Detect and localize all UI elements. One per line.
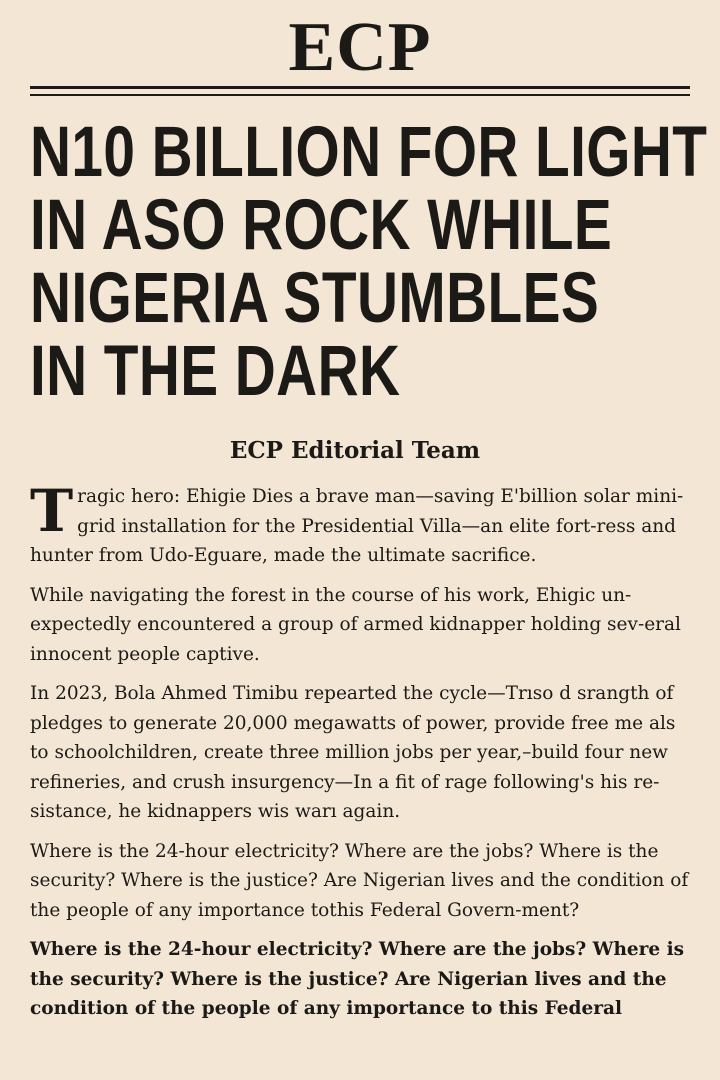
headline-line: IN THE DARK — [30, 332, 401, 411]
masthead-rule-top — [30, 86, 690, 89]
masthead-title: ECP — [288, 9, 432, 86]
article-paragraph: While navigating the forest in the course of his work, Ehigic un-expectedly encountered a group of armed kidnapper holding sev-eral innocent people captive. — [30, 584, 681, 665]
byline: ECP Editorial Team — [229, 437, 481, 464]
article-paragraph: In 2023, Bola Ahmed Timibu repearted the cycle—Trıso d srangth of pledges to generate 20,000 megawatts of power, provide free me als to schoolchildren, create three million jobs per year,–build four new refineries, and crush insurgency—In a fit of rage following's his re-sistance, he kidnappers wis warı again. — [30, 683, 676, 822]
paragraph-text: ragic hero: Ehigie Dies a brave man—saving E'billion solar mini-grid installation for the Presidential Villa—an elite fort-ress and hunter from Udo-Eguare, made the ultimate sacrifice. — [30, 486, 684, 566]
headline-line: N10 BILLION FOR LIGHT — [30, 113, 708, 192]
drop-cap: T — [30, 477, 74, 545]
article-paragraph: Where is the 24-hour electricity? Where are the jobs? Where is the security? Where is the justice? Are Nigerian lives and the condition of the people of any importance tothis Federal Govern-ment? — [30, 840, 689, 921]
article-paragraph-bold: Where is the 24-hour electricity? Where are the jobs? Where is the security? Where is the justice? Are Nigerian lives and the condition of the people of any importance to this Federal — [30, 939, 685, 1019]
headline-line: NIGERIA STUMBLES — [30, 259, 600, 338]
article-paragraph — [30, 477, 694, 571]
headline — [30, 113, 708, 411]
headline-line: IN ASO ROCK WHILE — [30, 186, 613, 265]
masthead-rule-bottom — [30, 94, 690, 96]
article-body — [30, 477, 694, 1034]
